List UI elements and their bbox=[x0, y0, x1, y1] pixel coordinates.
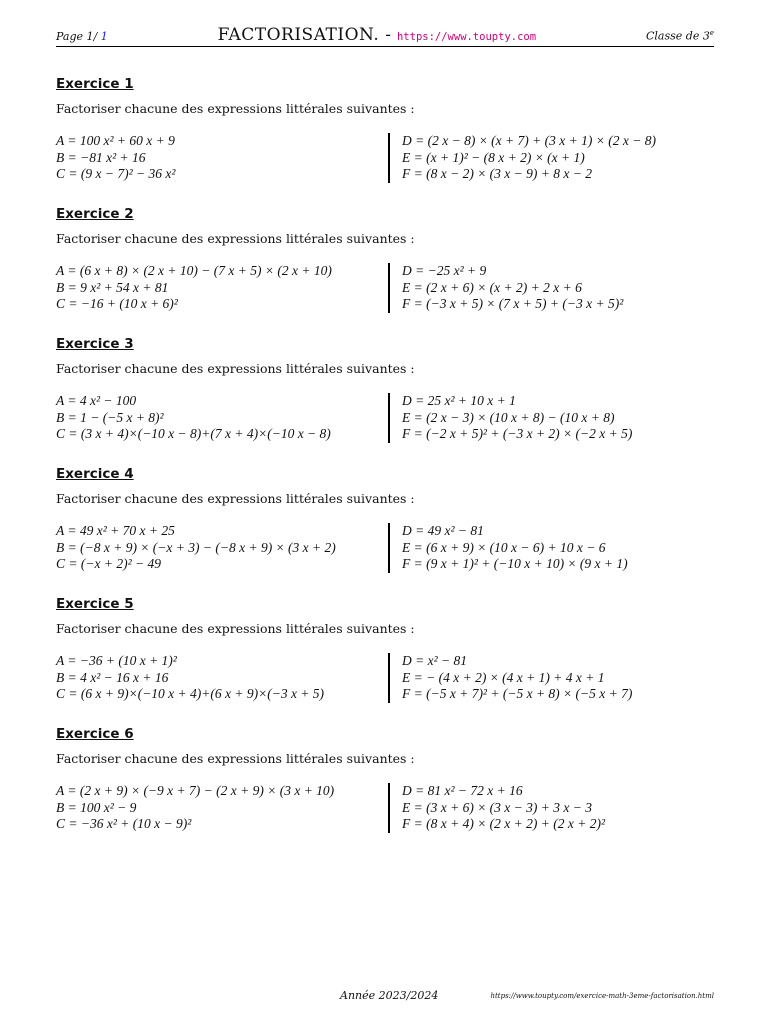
expression-b: B = 1 − (−5 x + 8)² bbox=[56, 409, 164, 425]
expression-b: B = 100 x² − 9 bbox=[56, 799, 137, 815]
left-expressions bbox=[56, 133, 390, 183]
page-header bbox=[56, 24, 714, 47]
exercise-instruction: Factoriser chacune des expressions littérales suivantes : bbox=[56, 621, 415, 636]
exercise-5 bbox=[56, 596, 714, 703]
exercise-title: Exercice 5 bbox=[56, 596, 134, 612]
exercise-3 bbox=[56, 336, 714, 443]
left-expressions bbox=[56, 653, 390, 703]
exercise-instruction: Factoriser chacune des expressions littérales suivantes : bbox=[56, 231, 415, 246]
expression-d: D = x² − 81 bbox=[402, 653, 468, 668]
expression-e: E = (2 x − 3) × (10 x + 8) − (10 x + 8) bbox=[402, 409, 615, 425]
footer-year: Année 2023/2024 bbox=[340, 989, 439, 1002]
expression-b: B = 9 x² + 54 x + 81 bbox=[56, 279, 169, 295]
left-expressions bbox=[56, 523, 390, 573]
expression-c: C = −36 x² + (10 x − 9)² bbox=[56, 816, 192, 831]
expression-d: D = 81 x² − 72 x + 16 bbox=[402, 783, 523, 798]
expression-c: C = (6 x + 9)×(−10 x + 4)+(6 x + 9)×(−3 x + 5) bbox=[56, 686, 325, 701]
page-number bbox=[56, 30, 108, 46]
expression-columns bbox=[56, 783, 714, 833]
right-expressions bbox=[390, 653, 632, 703]
website-link[interactable]: https://www.toupty.com bbox=[396, 31, 537, 43]
right-expressions bbox=[390, 783, 605, 833]
expression-e: E = (3 x + 6) × (3 x − 3) + 3 x − 3 bbox=[402, 799, 592, 815]
exercise-instruction: Factoriser chacune des expressions littérales suivantes : bbox=[56, 751, 415, 766]
exercise-instruction: Factoriser chacune des expressions littérales suivantes : bbox=[56, 491, 415, 506]
expression-columns bbox=[56, 653, 714, 703]
exercise-instruction: Factoriser chacune des expressions littérales suivantes : bbox=[56, 101, 415, 116]
expression-c: C = (9 x − 7)² − 36 x² bbox=[56, 166, 176, 181]
expression-f: F = (−5 x + 7)² + (−5 x + 8) × (−5 x + 7) bbox=[402, 686, 633, 701]
expression-d: D = 49 x² − 81 bbox=[402, 523, 484, 538]
expression-f: F = (−2 x + 5)² + (−3 x + 2) × (−2 x + 5) bbox=[402, 426, 633, 441]
expression-a: A = 4 x² − 100 bbox=[56, 393, 137, 408]
exercise-title: Exercice 1 bbox=[56, 76, 134, 92]
expression-e: E = (x + 1)² − (8 x + 2) × (x + 1) bbox=[402, 149, 585, 165]
expression-columns bbox=[56, 393, 714, 443]
expression-f: F = (8 x − 2) × (3 x − 9) + 8 x − 2 bbox=[402, 166, 592, 181]
left-expressions bbox=[56, 783, 390, 833]
expression-columns bbox=[56, 523, 714, 573]
exercise-title: Exercice 6 bbox=[56, 726, 134, 742]
exercise-2 bbox=[56, 206, 714, 313]
header-title-group bbox=[218, 25, 536, 46]
expression-a: A = (6 x + 8) × (2 x + 10) − (7 x + 5) × (2 x + 10) bbox=[56, 263, 332, 278]
expression-d: D = −25 x² + 9 bbox=[402, 263, 487, 278]
expression-b: B = −81 x² + 16 bbox=[56, 149, 146, 165]
expression-e: E = (2 x + 6) × (x + 2) + 2 x + 6 bbox=[402, 279, 582, 295]
expression-b: B = 4 x² − 16 x + 16 bbox=[56, 669, 169, 685]
expression-columns bbox=[56, 263, 714, 313]
class-prefix: Classe de 3 bbox=[646, 30, 710, 43]
exercise-title: Exercice 2 bbox=[56, 206, 134, 222]
expression-columns bbox=[56, 133, 714, 183]
exercise-title: Exercice 4 bbox=[56, 466, 134, 482]
expression-f: F = (9 x + 1)² + (−10 x + 10) × (9 x + 1) bbox=[402, 556, 628, 571]
page-label: Page 1/ bbox=[56, 30, 98, 43]
expression-e: E = (6 x + 9) × (10 x − 6) + 10 x − 6 bbox=[402, 539, 606, 555]
exercise-4 bbox=[56, 466, 714, 573]
exercise-title: Exercice 3 bbox=[56, 336, 134, 352]
left-expressions bbox=[56, 393, 390, 443]
expression-d: D = (2 x − 8) × (x + 7) + (3 x + 1) × (2 x − 8) bbox=[402, 133, 656, 148]
footer-url-link[interactable]: https://www.toupty.com/exercice-math-3eme-factorisation.html bbox=[490, 992, 714, 1000]
expression-f: F = (−3 x + 5) × (7 x + 5) + (−3 x + 5)² bbox=[402, 296, 624, 311]
exercise-1 bbox=[56, 76, 714, 183]
class-superscript: e bbox=[709, 29, 714, 38]
expression-c: C = −16 + (10 x + 6)² bbox=[56, 296, 178, 311]
left-expressions bbox=[56, 263, 390, 313]
class-label bbox=[646, 29, 714, 46]
expression-a: A = −36 + (10 x + 1)² bbox=[56, 653, 177, 668]
expression-f: F = (8 x + 4) × (2 x + 2) + (2 x + 2)² bbox=[402, 816, 606, 831]
right-expressions bbox=[390, 523, 628, 573]
exercise-instruction: Factoriser chacune des expressions littérales suivantes : bbox=[56, 361, 415, 376]
expression-a: A = 100 x² + 60 x + 9 bbox=[56, 133, 175, 148]
page-total-link[interactable]: 1 bbox=[100, 30, 108, 43]
expression-b: B = (−8 x + 9) × (−x + 3) − (−8 x + 9) × (3 x + 2) bbox=[56, 539, 336, 555]
expression-a: A = 49 x² + 70 x + 25 bbox=[56, 523, 175, 538]
title-separator: - bbox=[385, 25, 391, 45]
right-expressions bbox=[390, 263, 623, 313]
exercise-6 bbox=[56, 726, 714, 833]
right-expressions bbox=[390, 133, 656, 183]
right-expressions bbox=[390, 393, 632, 443]
expression-c: C = (3 x + 4)×(−10 x − 8)+(7 x + 4)×(−10 x − 8) bbox=[56, 426, 331, 441]
document-title: FACTORISATION. bbox=[217, 25, 380, 45]
expression-c: C = (−x + 2)² − 49 bbox=[56, 556, 161, 571]
expression-e: E = − (4 x + 2) × (4 x + 1) + 4 x + 1 bbox=[402, 669, 605, 685]
expression-d: D = 25 x² + 10 x + 1 bbox=[402, 393, 516, 408]
expression-a: A = (2 x + 9) × (−9 x + 7) − (2 x + 9) × (3 x + 10) bbox=[56, 783, 335, 798]
